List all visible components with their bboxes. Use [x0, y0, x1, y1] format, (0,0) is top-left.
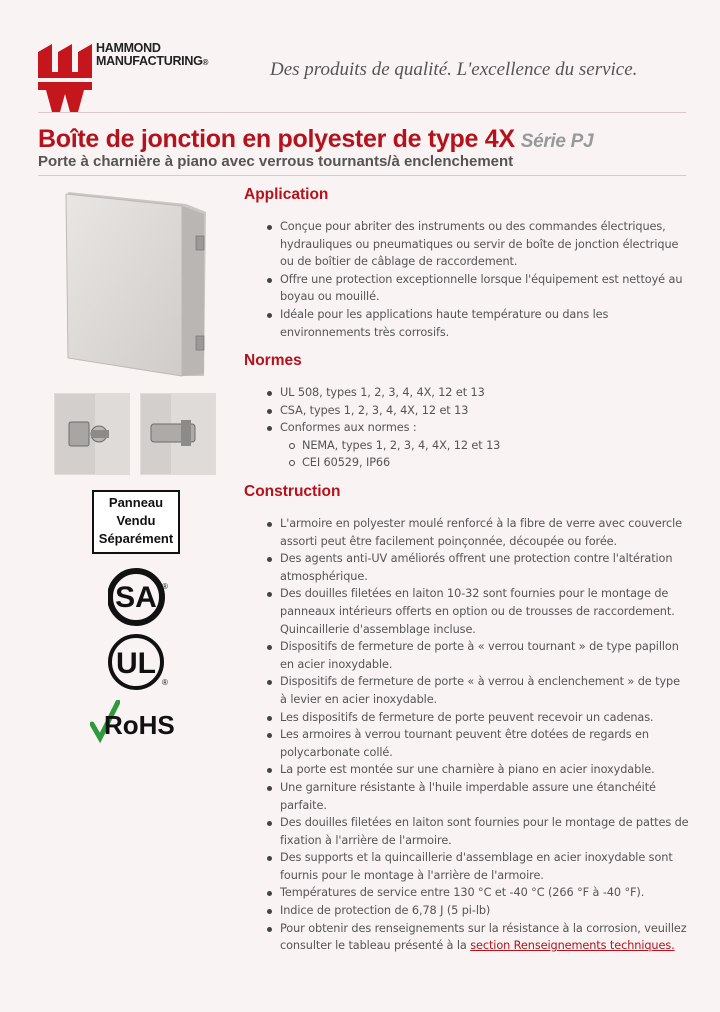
list-item: [244, 920, 690, 955]
twist-latch-icon: [55, 394, 129, 474]
snap-latch-icon: [141, 394, 215, 474]
tagline: Des produits de qualité. L'excellence du service.: [270, 59, 638, 80]
snap-latch-thumbnail: [140, 393, 216, 475]
list-item: Offre une protection exceptionnelle lorsque l'équipement est nettoyé au boyau ou mouillé.: [244, 271, 690, 306]
normes-list: [244, 384, 690, 472]
list-item: Dispositifs de fermeture de porte à « verrou tournant » de type papillon en acier inoxydable.: [244, 638, 690, 673]
svg-text:®: ®: [162, 678, 168, 687]
rohs-text: RoHS: [104, 710, 175, 740]
list-item: L'armoire en polyester moulé renforcé à la fibre de verre avec couvercle assorti peut être facilement poinçonnée, découpée ou forée.: [244, 515, 690, 550]
panel-sold-separately-sign: [92, 490, 180, 554]
list-item: CSA, types 1, 2, 3, 4, 4X, 12 et 13: [244, 402, 690, 420]
list-item: Températures de service entre 130 °C et -40 °C (266 °F à -40 °F).: [244, 884, 690, 902]
svg-text:UL: UL: [116, 647, 156, 680]
svg-text:SA: SA: [115, 581, 157, 614]
list-item: Des douilles filetées en laiton 10-32 sont fournies pour le montage de panneaux intérieurs offerts en option ou de trousses de raccordement. Quincaillerie d'assemblage incluse.: [244, 585, 690, 638]
list-item: Une garniture résistante à l'huile imperdable assure une étanchéité parfaite.: [244, 779, 690, 814]
panel-sign-line-2: Vendu: [116, 513, 156, 528]
list-item: Conformes aux normes :: [244, 419, 690, 437]
title-text: Boîte de jonction en polyester de type 4X: [38, 125, 515, 153]
sub-list-item: NEMA, types 1, 2, 3, 4, 4X, 12 et 13: [244, 437, 690, 455]
application-list: [244, 218, 690, 341]
list-item: Dispositifs de fermeture de porte « à verrou à enclenchement » de type à levier en acier inoxydable.: [244, 673, 690, 708]
series-label: Série PJ: [520, 131, 594, 152]
list-item: UL 508, types 1, 2, 3, 4, 4X, 12 et 13: [244, 384, 690, 402]
list-item: Conçue pour abriter des instruments ou des commandes électriques, hydrauliques ou pneumatiques ou servir de boîte de jonction électrique ou de boîtier de câblage de raccordement.: [244, 218, 690, 271]
list-item: La porte est montée sur une charnière à piano en acier inoxydable.: [244, 761, 690, 779]
twist-latch-thumbnail: [54, 393, 130, 475]
corrosion-note-text: Pour obtenir des renseignements sur la résistance à la corrosion, veuillez consulter le tableau présenté à la: [280, 921, 687, 953]
list-item: Idéale pour les applications haute température ou dans les environnements très corrosifs.: [244, 306, 690, 341]
header-divider: [38, 112, 686, 113]
list-item: Des supports et la quincaillerie d'assemblage en acier inoxydable sont fournis pour le montage à l'arrière de l'armoire.: [244, 849, 690, 884]
page-header: [0, 0, 720, 112]
panel-sign-line-1: Panneau: [108, 495, 164, 510]
application-heading: Application: [244, 186, 329, 203]
construction-heading: Construction: [244, 483, 341, 500]
svg-text:®: ®: [162, 582, 168, 591]
panel-sign-line-3: Séparément: [98, 531, 174, 546]
list-item: Des douilles filetées en laiton sont fournies pour le montage de pattes de fixation à l'arrière de l'armoire.: [244, 814, 690, 849]
hammond-logo-icon: [38, 42, 94, 112]
list-item: Des agents anti-UV améliorés offrent une protection contre l'altération atmosphérique.: [244, 550, 690, 585]
title-divider: [38, 175, 686, 176]
technical-info-link[interactable]: section Renseignements techniques.: [470, 939, 675, 953]
list-item: Les armoires à verrou tournant peuvent être dotées de regards en polycarbonate collé.: [244, 726, 690, 761]
list-item: Indice de protection de 6,78 J (5 pi-lb): [244, 902, 690, 920]
enclosure-product-image: [54, 190, 214, 380]
logo-line-1: HAMMOND: [96, 41, 161, 55]
logo-line-2: MANUFACTURING®: [96, 54, 209, 68]
construction-list: [244, 515, 690, 955]
sub-list-item: CEI 60529, IP66: [244, 454, 690, 472]
normes-heading: Normes: [244, 352, 302, 369]
rohs-badge: [90, 700, 190, 748]
page-subtitle: Porte à charnière à piano avec verrous tournants/à enclenchement: [38, 153, 514, 170]
ul-logo-icon: [108, 633, 168, 691]
csa-logo-icon: [108, 567, 168, 627]
logo-wordmark: [96, 42, 208, 69]
page-title: [38, 125, 593, 154]
list-item: Les dispositifs de fermeture de porte peuvent recevoir un cadenas.: [244, 709, 690, 727]
